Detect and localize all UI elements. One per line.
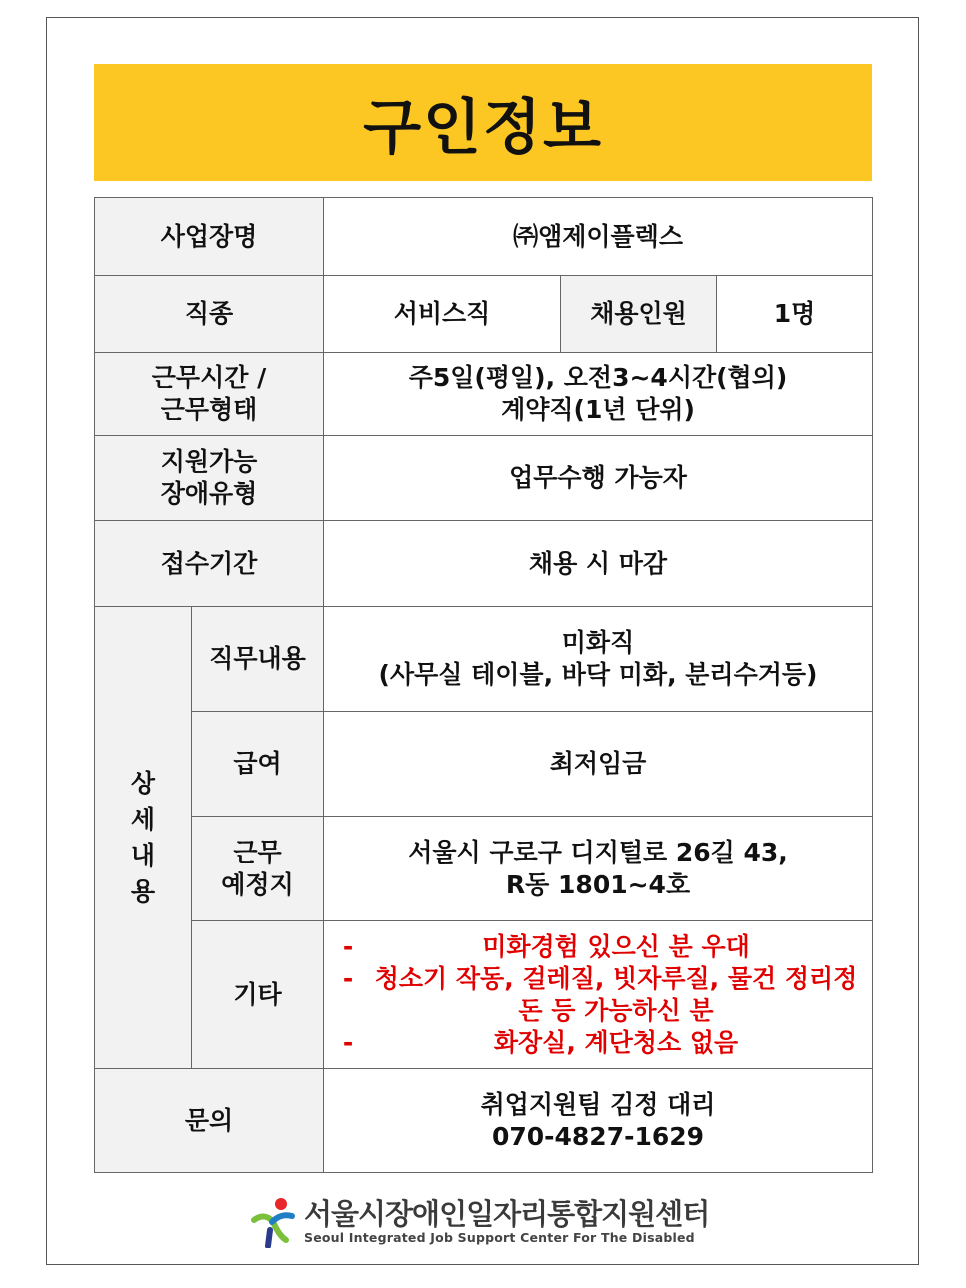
row-hours: [95, 353, 873, 436]
title-banner: [94, 64, 872, 181]
org-name-en: Seoul Integrated Job Support Center For The Disabled: [304, 1230, 695, 1245]
job-type-value: 서비스직: [324, 276, 561, 353]
note-text: 청소기 작동, 걸레질, 빗자루질, 물건 정리정돈 등 가능하신 분: [374, 963, 858, 1025]
disability-label: [95, 436, 324, 521]
note-item: [330, 963, 866, 1027]
note-item: [330, 931, 866, 963]
details-group-label: [95, 607, 192, 1069]
other-notes: [324, 921, 873, 1069]
hours-label-line2: 근무형태: [160, 395, 258, 424]
org-name: 서울시장애인일자리통합지원센터: [304, 1197, 710, 1231]
location-label-line2: 예정지: [221, 869, 294, 899]
duties-value: [324, 607, 873, 712]
company-label: 사업장명: [95, 198, 324, 276]
org-logo-text: [304, 1198, 709, 1246]
disability-label-line2: 장애유형: [160, 479, 258, 508]
other-label: 기타: [192, 921, 324, 1069]
disability-value: 업무수행 가능자: [324, 436, 873, 521]
hours-value-line2: 계약직(1년 단위): [501, 395, 695, 424]
headcount-value: 1명: [717, 276, 873, 353]
duties-label: 직무내용: [192, 607, 324, 712]
row-duties: [95, 607, 873, 712]
note-bullet: -: [342, 1027, 354, 1057]
location-value: [324, 817, 873, 921]
details-char-3: 내: [130, 840, 156, 870]
headcount-label: 채용인원: [561, 276, 717, 353]
duties-value-line1: 미화직: [561, 628, 635, 657]
location-value-line1: 서울시 구로구 디지털로 26길 43,: [408, 837, 788, 867]
period-label: 접수기간: [95, 521, 324, 607]
salary-value: 최저임금: [324, 712, 873, 817]
row-company: [95, 198, 873, 276]
contact-phone: 070-4827-1629: [491, 1121, 705, 1151]
contact-label: 문의: [95, 1069, 324, 1173]
page-title: 구인정보: [363, 92, 603, 163]
row-location: [95, 817, 873, 921]
note-text: 미화경험 있으신 분 우대: [482, 931, 750, 961]
row-salary: [95, 712, 873, 817]
note-text: 화장실, 계단청소 없음: [493, 1027, 739, 1057]
details-char-4: 용: [130, 876, 156, 906]
period-value: 채용 시 마감: [324, 521, 873, 607]
row-contact: [95, 1069, 873, 1173]
location-label: [192, 817, 324, 921]
job-info-table: [94, 197, 873, 1173]
duties-value-line2: (사무실 테이블, 바닥 미화, 분리수거등): [378, 660, 818, 689]
contact-name: 취업지원팀 김정 대리: [480, 1089, 716, 1119]
job-type-label: 직종: [95, 276, 324, 353]
location-value-line2: R동 1801~4호: [505, 869, 691, 899]
hours-value-line1: 주5일(평일), 오전3~4시간(협의): [408, 363, 788, 392]
org-footer: [250, 1192, 720, 1252]
note-item: [330, 1027, 866, 1059]
row-other: [95, 921, 873, 1069]
note-bullet: -: [342, 931, 354, 961]
details-vertical-label: [101, 766, 185, 910]
details-char-2: 세: [130, 804, 156, 834]
row-job-type: [95, 276, 873, 353]
hours-value: [324, 353, 873, 436]
row-disability: [95, 436, 873, 521]
details-char-1: 상: [130, 768, 156, 798]
hours-label-line1: 근무시간 /: [151, 363, 267, 392]
company-value: ㈜앰제이플렉스: [324, 198, 873, 276]
location-label-line1: 근무: [233, 837, 282, 867]
row-period: [95, 521, 873, 607]
contact-value: [324, 1069, 873, 1173]
note-bullet: -: [342, 963, 354, 993]
salary-label: 급여: [192, 712, 324, 817]
hours-label: [95, 353, 324, 436]
disability-label-line1: 지원가능: [160, 447, 258, 476]
person-logo-icon: [250, 1196, 298, 1248]
